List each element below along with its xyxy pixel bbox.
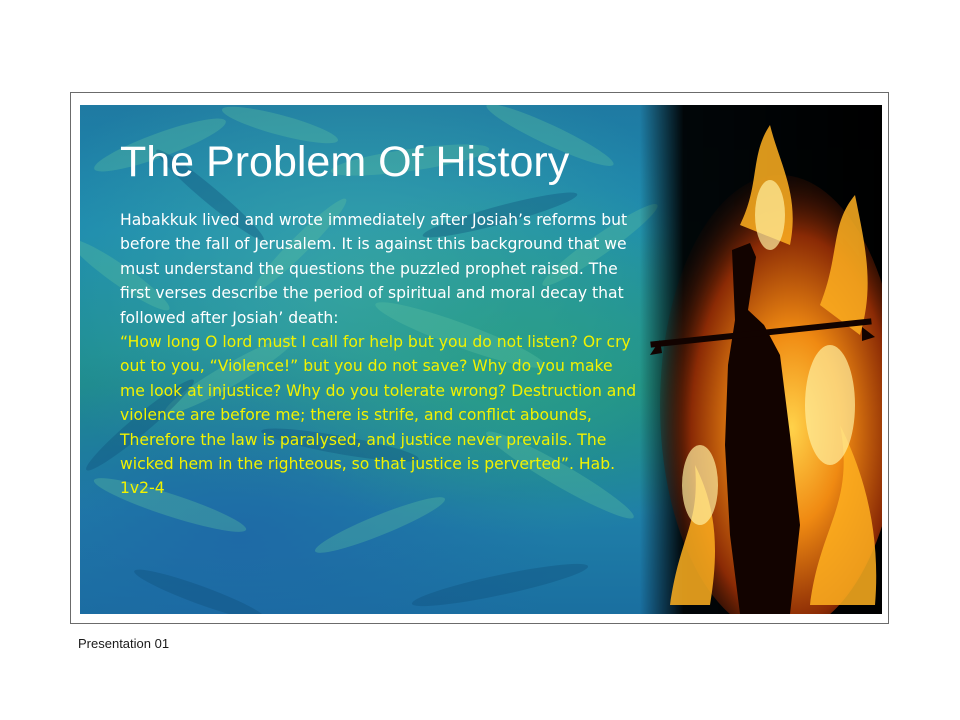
slide-frame xyxy=(70,92,889,624)
slide-content xyxy=(80,105,882,614)
burning-scarecrow-image xyxy=(640,105,882,614)
slide-title: The Problem Of History xyxy=(120,138,570,186)
scripture-quote: “How long O lord must I call for help but you do not listen? Or cry out to you, “Violence!” but you do not save? Why do you make me look at injustice? Why do you tolerate wrong? Destruction and violence are before me; there is strife, and conflict abounds, Therefore the law is paralysed, and justice never prevails. The wicked hem in the righteous, so that justice is perverted”. Hab. 1v2-4 xyxy=(120,333,637,498)
slide-body xyxy=(120,208,640,501)
presentation-footer: Presentation 01 xyxy=(78,636,170,651)
intro-paragraph: Habakkuk lived and wrote immediately after Josiah’s reforms but before the fall of Jerusalem. It is against this background that we must understand the questions the puzzled prophet raised. The first verses describe the period of spiritual and moral decay that followed after Josiah’ death: xyxy=(120,211,628,327)
